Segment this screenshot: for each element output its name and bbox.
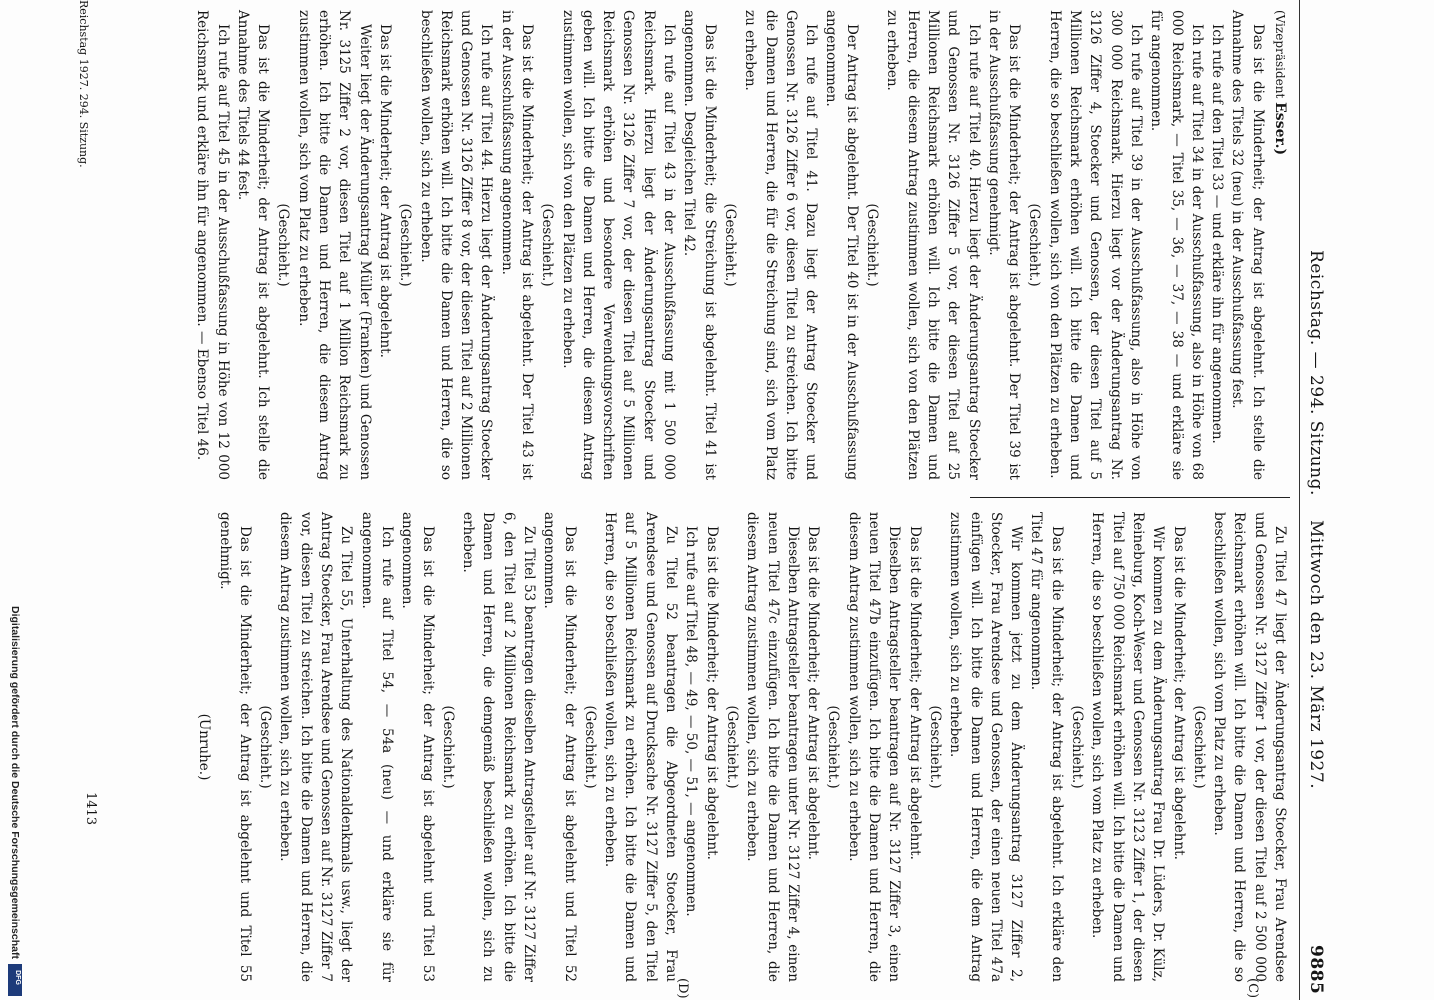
paragraph: Zu Titel 47 liegt der Änderungsantrag Stoecker, Frau Arendsee und Genossen Nr. 3127 Ziffer 1 vor, der diesen Titel auf 2 500 000 Reichsmark erhöhen will. Ich bitte die Damen und Herren, die so beschließen wollen, sich vom Platz zu erheben. — [1211, 512, 1288, 982]
paragraph: Das ist die Minderheit; der Antrag ist abgelehnt. Ich stelle die Annahme des Titels 32 (neu) in der Ausschußfassung fest. — [1229, 10, 1266, 480]
footer-note: Reichstag 1927. 294. Sitzung. — [77, 0, 90, 168]
paragraph: Zu Titel 52 beantragen die Abgeordneten Stoecker, Frau Arendsee und Genossen auf Drucksache Nr. 3127 Ziffer 5, den Titel auf 5 Millionen Reichsmark zu erhöhen. Ich bitte die Damen und Herren, die so beschließen wollen, sich zu erheben. — [602, 512, 680, 982]
interjection: (Geschieht.) — [1069, 705, 1086, 789]
paragraph: Das ist die Minderheit; der Antrag ist abgelehnt und Titel 53 angenommen. — [399, 512, 436, 982]
paragraph: Dieselben Antragsteller beantragen unter Nr. 3127 Ziffer 4, einen neuen Titel 47c einzufügen. Ich bitte die Damen und Herren, die diesem Antrag zustimmen wollen, sich zu erheben. — [744, 512, 801, 982]
paragraph: Ich rufe auf Titel 44. Hierzu liegt der Änderungsantrag Stoecker und Genossen Nr. 3126 Ziffer 8 vor, der diesen Titel auf 2 Millionen Reichsmark erhöhen will. Ich bitte die Damen und Herren, die so beschließen wollen, sich zu erheben. — [417, 10, 495, 480]
paragraph: Das ist die Minderheit; der Antrag ist abgelehnt. Ich erkläre den Titel 47 für angenommen. — [1028, 512, 1065, 982]
speaker-name: Esser.) — [1272, 102, 1288, 156]
paragraph: Wir kommen jetzt zu dem Änderungsantrag 3127 Ziffer 2, Stoecker, Frau Arendsee und Genossen, der einen neuen Titel 47a einfügen will. Ich bitte die Damen und Herren, die dem Antrag zustimmen wollen, sich zu erheben. — [947, 512, 1025, 982]
running-header — [1299, 0, 1330, 1000]
interjection: (Geschieht.) — [439, 705, 456, 789]
paragraph: Das ist die Minderheit; der Antrag ist abgelehnt und Titel 52 angenommen. — [541, 512, 578, 982]
interjection: (Geschieht.) — [825, 705, 842, 789]
interjection: (Geschieht.) — [581, 705, 598, 789]
footer-page-number: 1413 — [83, 792, 98, 826]
paragraph: Das ist die Minderheit; der Antrag ist abgelehnt. — [376, 24, 393, 358]
margin-mark-d: (D) — [675, 978, 690, 999]
paragraph: Zu Titel 55, Unterhaltung des Nationaldenkmals usw., liegt der Antrag Stoecker, Frau Arendsee und Genossen auf Nr. 3127 Ziffer 7 vor, diesen Titel zu streichen. Ich bitte die Damen und Herren, die diesem Antrag zustimmen wollen, sich zu erheben. — [277, 512, 355, 982]
paragraph: Ich rufe auf Titel 48, — 49, — 50, — 51, — angenommen. — [683, 526, 700, 917]
interjection: (Geschieht.) — [397, 203, 414, 287]
interjection: (Geschieht.) — [721, 203, 738, 287]
paragraph: Dieselben Antragsteller beantragen auf Nr. 3127 Ziffer 3, einen neuen Titel 47b einzufügen. Ich bitte die Damen und Herren, die diesem Antrag zustimmen wollen, sich zu erheben. — [845, 512, 903, 982]
paragraph: Ich rufe auf Titel 45 in der Ausschußfassung in Höhe von 12 000 Reichsmark und erkläre ihn für angenommen. — Ebenso Titel 46. — [194, 10, 231, 480]
dfg-logo — [8, 964, 22, 996]
paragraph: Der Antrag ist abgelehnt. Der Titel 40 ist in der Ausschußfassung angenommen. — [823, 10, 860, 480]
speaker-role: (Vizepräsident — [1273, 10, 1287, 99]
paragraph: Ich rufe auf Titel 41. Dazu liegt der Antrag Stoecker und Genossen Nr. 3126 Ziffer 6 vor, diesen Titel zu streichen. Ich bitte die Damen und Herren, die für die Streichung sind, sich vom Platz zu erheben. — [742, 10, 820, 480]
interjection: (Geschieht.) — [926, 705, 943, 789]
paragraph: Ich rufe auf Titel 34 in der Ausschußfassung, also in Höhe von 68 000 Reichsmark, — Titel 35, — 36, — 37, — 38 — und erkläre sie für angenommen. — [1148, 10, 1205, 480]
paragraph: Ich rufe auf den Titel 33 — und erkläre ihn für angenommen. — [1209, 24, 1226, 444]
speaker-line — [1270, 10, 1290, 480]
right-column — [194, 512, 1290, 982]
interjection: (Geschieht.) — [1026, 203, 1043, 287]
header-date: Mittwoch den 23. März 1927. — [1306, 520, 1326, 790]
paragraph: Zu Titel 53 beantragen dieselben Antragsteller auf Nr. 3127 Ziffer 6, den Titel auf 2 Millionen Reichsmark zu erhöhen. Ich bitte die Damen und Herren, die demgemäß beschließen wollen, sich zu erheben. — [460, 512, 538, 982]
paragraph: Ich rufe auf Titel 39 in der Ausschußfassung, also in Höhe von 300 000 Reichsmark. Hierzu liegt vor der Änderungsantrag Nr. 3126 Ziffer 4, Stoecker und Genossen, der diesen Titel auf 5 Millionen Reichsmark erhöhen will. Ich bitte die Damen und Herren, die so beschließen wollen, sich von den Plätzen zu erheben. — [1046, 10, 1144, 480]
interjection: (Geschieht.) — [275, 203, 292, 287]
paragraph: Das ist die Minderheit; der Antrag ist abgelehnt und Titel 55 genehmigt. — [216, 512, 253, 982]
interjection: (Geschieht.) — [257, 705, 274, 789]
paragraph: Das ist die Minderheit; die Streichung ist abgelehnt. Titel 41 ist angenommen. Desgleichen Titel 42. — [681, 10, 718, 480]
interjection: (Unruhe.) — [196, 713, 213, 781]
header-page-number: 9885 — [1306, 945, 1326, 995]
paragraph: Das ist die Minderheit; der Antrag ist abgelehnt. Der Titel 43 ist in der Ausschußfassung angenommen. — [498, 10, 536, 480]
paragraph: Das ist die Minderheit; der Antrag ist abgelehnt. Der Titel 39 ist in der Ausschußfassung genehmigt. — [985, 10, 1023, 480]
margin-mark-c: (C) — [1245, 978, 1260, 999]
paragraph: Wir kommen zu dem Änderungsantrag Frau Dr. Lüders, Dr. Külz, Reineburg, Koch-Weser und Genossen Nr. 3123 Ziffer 1, der diesen Titel auf 750 000 Reichsmark erhöhen will. Ich bitte die Damen und Herren, die so beschließen wollen, sich vom Platz zu erheben. — [1089, 512, 1167, 982]
paragraph: Ich rufe auf Titel 40. Hierzu liegt der Änderungsantrag Stoecker und Genossen Nr. 3126 Ziffer 5 vor, der diesen Titel auf 25 Millionen Reichsmark erhöhen will. Ich bitte die Damen und Herren, die diesem Antrag zustimmen wollen, sich von den Plätzen zu erheben. — [884, 10, 982, 480]
interjection: (Geschieht.) — [539, 203, 556, 287]
paragraph: Das ist die Minderheit; der Antrag ist abgelehnt. Ich stelle die Annahme des Titels 44 fest. — [234, 10, 272, 480]
dfg-logo-text: DFG — [13, 970, 21, 985]
header-left: Reichstag. — 294. Sitzung. — [1306, 250, 1326, 496]
interjection: (Geschieht.) — [723, 705, 740, 789]
paragraph: Das ist die Minderheit; der Antrag ist abgelehnt. — [1170, 526, 1187, 860]
paragraph: Weiter liegt der Änderungsantrag Müller (Franken) und Genossen Nr. 3125 Ziffer 2 vor, diesen Titel auf 1 Million Reichsmark zu erhöhen. Ich bitte die Damen und Herren, die diesem Antrag zustimmen wollen, sich vom Platz zu erheben. — [295, 10, 373, 480]
paragraph: Ich rufe auf Titel 54, — 54a (neu) — und erkläre sie für angenommen. — [358, 512, 395, 982]
column-divider — [970, 497, 1290, 498]
interjection: (Geschieht.) — [1190, 705, 1207, 789]
digitization-credit — [4, 606, 26, 996]
left-column — [192, 10, 1290, 480]
paragraph: Das ist die Minderheit; der Antrag ist abgelehnt. — [703, 526, 720, 860]
digitization-note: Digitalisierung gefördert durch die Deutsche Forschungsgemeinschaft — [9, 606, 21, 959]
paragraph: Ich rufe auf Titel 43 in der Ausschußfassung mit 1 500 000 Reichsmark. Hierzu liegt der Änderungsantrag Stoecker und Genossen Nr. 3126 Ziffer 7 vor, der diesen Titel auf 5 Millionen Reichsmark erhöhen und besondere Verwendungsvorschriften geben will. Ich bitte die Damen und Herren, die diesem Antrag zustimmen wollen, sich von den Plätzen zu erheben. — [559, 10, 678, 480]
paragraph: Das ist die Minderheit; der Antrag ist abgelehnt. — [906, 526, 923, 860]
paragraph: Das ist die Minderheit; der Antrag ist abgelehnt. — [805, 526, 822, 860]
interjection: (Geschieht.) — [864, 203, 881, 287]
